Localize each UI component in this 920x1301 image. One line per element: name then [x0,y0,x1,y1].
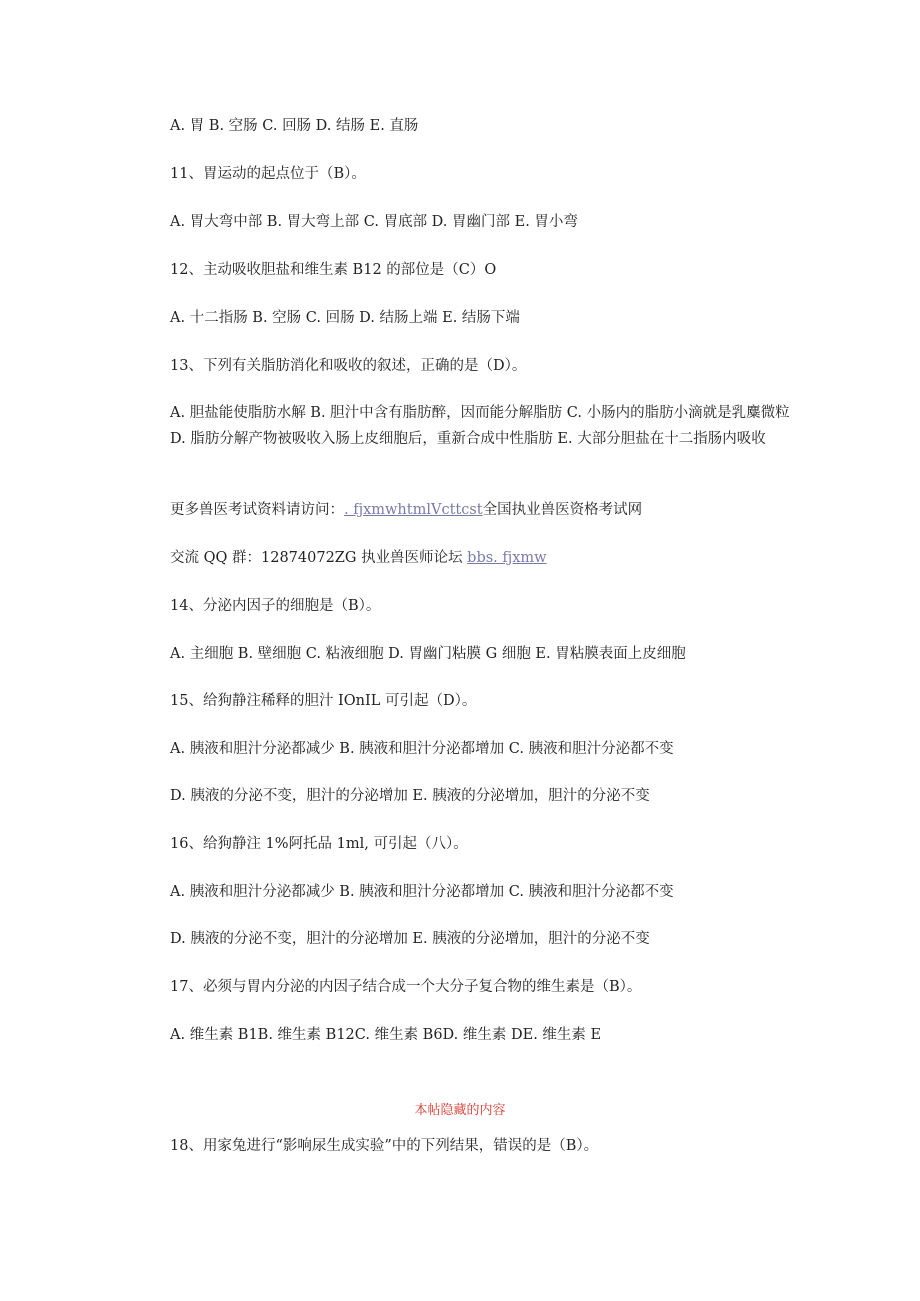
question-12: 12、主动吸收胆盐和维生素 B12 的部位是（C）O [170,262,497,278]
question-14: 14、分泌内因子的细胞是（B）。 [170,598,381,614]
qq-group-prefix: 交流 QQ 群：12874072ZG 执业兽医师论坛 [170,550,468,566]
more-resources-line [170,500,642,520]
question-17-options: A. 维生素 B1B. 维生素 B12C. 维生素 B6D. 维生素 DE. 维生素 E [170,1027,602,1043]
question-14-options: A. 主细胞 B. 壁细胞 C. 粘液细胞 D. 胃幽门粘膜 G 细胞 E. 胃粘膜表面上皮细胞 [170,646,686,662]
question-12-options: A. 十二指肠 B. 空肠 C. 回肠 D. 结肠上端 E. 结肠下端 [170,310,520,326]
question-15: 15、给狗静注稀释的胆汁 IOnIL 可引起（D）。 [170,693,477,709]
line-options-digestive-segments: A. 胃 B. 空肠 C. 回肠 D. 结肠 E. 直肠 [170,118,419,134]
more-resources-prefix: 更多兽医考试资料请访问： [170,502,344,518]
question-15-options-1: A. 胰液和胆汁分泌都减少 B. 胰液和胆汁分泌都增加 C. 胰液和胆汁分泌都不变 [170,741,674,757]
more-resources-suffix: 全国执业兽医资格考试网 [482,502,643,518]
qq-group-line [170,548,547,568]
question-13: 13、下列有关脂肪消化和吸收的叙述，正确的是（D）。 [170,358,527,374]
question-16: 16、给狗静注 1%阿托品 1ml, 可引起（八）。 [170,836,468,852]
question-18: 18、用家兔进行“影响尿生成实验”中的下列结果，错误的是（B）。 [170,1138,599,1154]
hidden-content-label: 本帖隐藏的内容 [414,1103,506,1118]
question-11: 11、胃运动的起点位于（B）。 [170,166,366,182]
question-17: 17、必须与胃内分泌的内因子结合成一个大分子复合物的维生素是（B）。 [170,979,642,995]
question-15-options-2: D. 胰液的分泌不变，胆汁的分泌增加 E. 胰液的分泌增加，胆汁的分泌不变 [170,788,650,804]
forum-link[interactable]: bbs. fjxmw [467,550,547,566]
question-16-options-2: D. 胰液的分泌不变，胆汁的分泌增加 E. 胰液的分泌增加，胆汁的分泌不变 [170,931,650,947]
question-13-options: A. 胆盐能使脂肪水解 B. 胆汁中含有脂肪醉，因而能分解脂肪 C. 小肠内的脂肪小滴就是乳麋微粒 D. 脂肪分解产物被吸收入肠上皮细胞后，重新合成中性脂肪 E. 大部分胆盐在十二指肠内吸收 [170,405,790,447]
question-11-options: A. 胃大弯中部 B. 胃大弯上部 C. 胃底部 D. 胃幽门部 E. 胃小弯 [170,214,578,230]
question-16-options-1: A. 胰液和胆汁分泌都减少 B. 胰液和胆汁分泌都增加 C. 胰液和胆汁分泌都不变 [170,884,674,900]
more-resources-link[interactable]: . fjxmwhtmlVcttcst [344,502,483,518]
